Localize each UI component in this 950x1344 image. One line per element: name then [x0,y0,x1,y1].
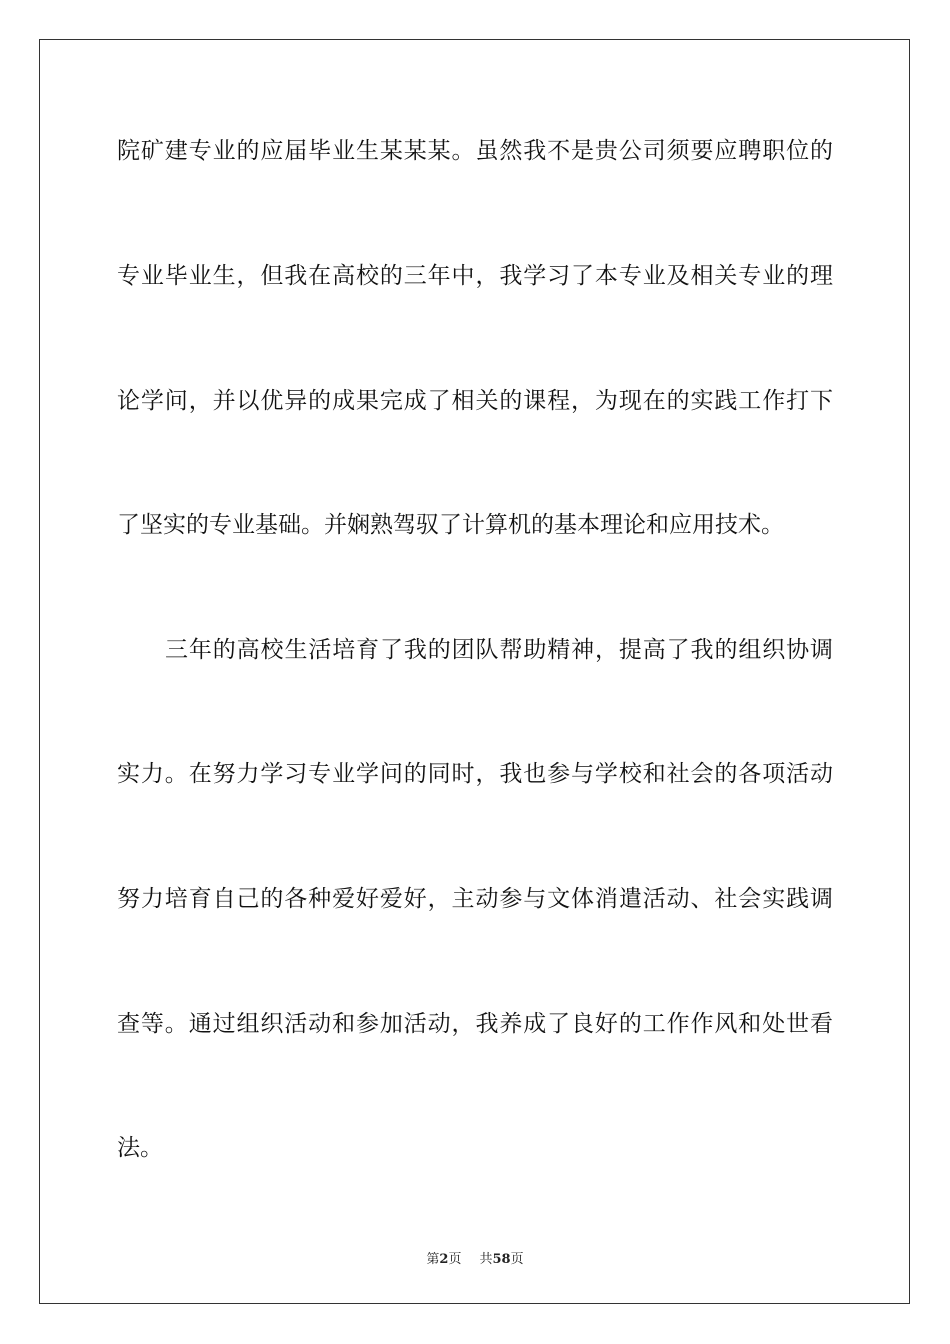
page-footer [0,1248,950,1267]
current-page-number: 2 [439,1252,449,1267]
body-line-4: 了坚实的专业基础。并娴熟驾驭了计算机的基本理论和应用技术。 [117,512,784,538]
body-line-3: 论学问，并以优异的成果完成了相关的课程，为现在的实践工作打下 [117,388,833,414]
page-prefix: 第 [426,1252,440,1267]
total-pages-number: 58 [492,1252,511,1267]
page-border [39,39,910,1304]
body-line-5: 三年的高校生活培育了我的团队帮助精神，提高了我的组织协调 [165,637,833,663]
page-suffix: 页 [448,1252,462,1267]
body-line-9: 法。 [117,1135,163,1161]
body-line-7: 努力培育自己的各种爱好爱好，主动参与文体消遣活动、社会实践调 [117,886,833,912]
body-line-2: 专业毕业生，但我在高校的三年中，我学习了本专业及相关专业的理 [117,263,833,289]
total-suffix: 页 [510,1252,524,1267]
body-line-8: 查等。通过组织活动和参加活动，我养成了良好的工作作风和处世看 [117,1011,833,1037]
body-line-6: 实力。在努力学习专业学问的同时，我也参与学校和社会的各项活动 [117,761,833,787]
total-prefix: 共 [479,1252,493,1267]
body-line-1: 院矿建专业的应届毕业生某某某。虽然我不是贵公司须要应聘职位的 [117,138,833,164]
